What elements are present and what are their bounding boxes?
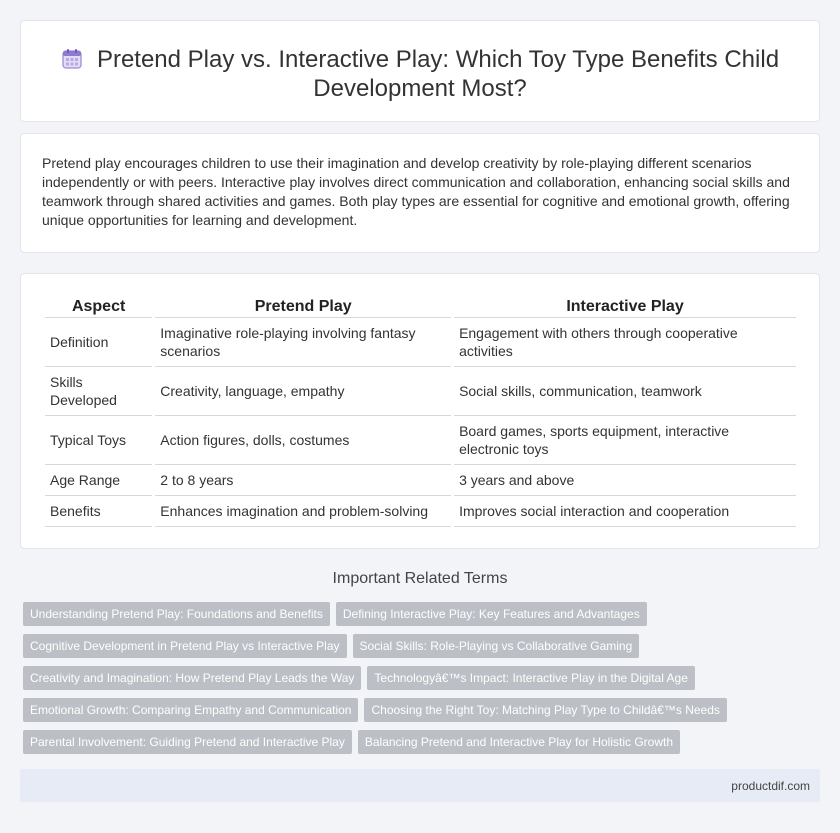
table-cell: Social skills, communication, teamwork (454, 367, 796, 416)
related-term-link[interactable]: Cognitive Development in Pretend Play vs Interactive Play (23, 634, 347, 658)
related-term-link[interactable]: Emotional Growth: Comparing Empathy and Communication (23, 698, 358, 722)
intro-text: Pretend play encourages children to use their imagination and develop creativity by role-playing different scenarios independently or with peers. Interactive play involves direct communication and collaboration, enhancing social skills and teamwork through shared activities and games. Both play types are essential for cognitive and emotional growth, offering unique opportunities for learning and development. (42, 155, 790, 228)
related-term-link[interactable]: Creativity and Imagination: How Pretend Play Leads the Way (23, 666, 361, 690)
table-cell: Benefits (45, 496, 152, 527)
page-title: Pretend Play vs. Interactive Play: Which Toy Type Benefits Child Development Most? (96, 46, 780, 102)
table-row (45, 367, 796, 416)
tag-row (23, 634, 823, 666)
table-cell: Skills Developed (45, 367, 152, 416)
related-term-link[interactable]: Technologyâ€™s Impact: Interactive Play in the Digital Age (367, 666, 695, 690)
table-cell: Action figures, dolls, costumes (155, 416, 451, 465)
tag-row (23, 698, 823, 730)
header-card (20, 20, 820, 122)
tag-row (23, 666, 823, 698)
table-cell: 2 to 8 years (155, 465, 451, 496)
table-cell: Improves social interaction and cooperation (454, 496, 796, 527)
table-cell: Engagement with others through cooperative activities (454, 318, 796, 367)
footer-site-link[interactable]: productdif.com (731, 779, 810, 793)
comparison-table (42, 296, 799, 527)
related-terms-title: Important Related Terms (332, 570, 508, 587)
comparison-card (20, 273, 820, 549)
column-header: Interactive Play (454, 296, 796, 318)
table-row (45, 465, 796, 496)
table-cell: Enhances imagination and problem-solving (155, 496, 451, 527)
footer-bar (20, 769, 820, 802)
tag-row (23, 730, 823, 762)
related-term-link[interactable]: Balancing Pretend and Interactive Play for Holistic Growth (358, 730, 680, 754)
related-term-link[interactable]: Defining Interactive Play: Key Features and Advantages (336, 602, 647, 626)
table-cell: Typical Toys (45, 416, 152, 465)
table-cell: Creativity, language, empathy (155, 367, 451, 416)
table-row (45, 416, 796, 465)
column-header: Pretend Play (155, 296, 451, 318)
column-header: Aspect (45, 296, 152, 318)
related-term-link[interactable]: Social Skills: Role-Playing vs Collaborative Gaming (353, 634, 640, 658)
table-cell: Age Range (45, 465, 152, 496)
related-term-link[interactable]: Parental Involvement: Guiding Pretend and Interactive Play (23, 730, 352, 754)
related-term-link[interactable]: Choosing the Right Toy: Matching Play Type to Childâ€™s Needs (364, 698, 726, 722)
related-terms-list (23, 602, 823, 762)
table-cell: Board games, sports equipment, interactive electronic toys (454, 416, 796, 465)
table-row (45, 318, 796, 367)
intro-card (20, 133, 820, 253)
page-title-wrap (21, 45, 819, 103)
table-cell: Imaginative role-playing involving fantasy scenarios (155, 318, 451, 367)
table-cell: Definition (45, 318, 152, 367)
calendar-icon (61, 48, 83, 70)
related-term-link[interactable]: Understanding Pretend Play: Foundations and Benefits (23, 602, 330, 626)
table-row (45, 496, 796, 527)
table-cell: 3 years and above (454, 465, 796, 496)
tag-row (23, 602, 823, 634)
table-header-row (45, 296, 796, 318)
